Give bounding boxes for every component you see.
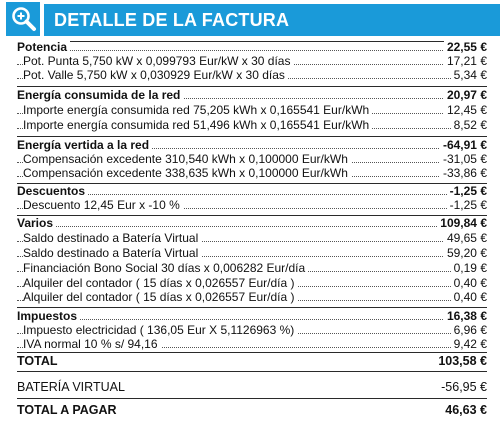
line-item bbox=[17, 68, 487, 83]
total-a-pagar-label: TOTAL A PAGAR bbox=[17, 403, 120, 418]
line-item-value: 12,45 € bbox=[444, 103, 487, 118]
line-item-value: 0,19 € bbox=[451, 261, 487, 276]
section-value: 109,84 € bbox=[437, 216, 487, 231]
bateria-virtual-value: -56,95 € bbox=[438, 380, 487, 395]
section-divider bbox=[17, 307, 487, 308]
line-item-value: 17,21 € bbox=[444, 54, 487, 69]
section-divider bbox=[17, 398, 487, 399]
section-divider bbox=[17, 352, 487, 353]
header-bar bbox=[44, 4, 500, 36]
line-item-value: 9,42 € bbox=[451, 337, 487, 352]
line-item bbox=[17, 261, 487, 276]
line-item bbox=[17, 323, 487, 338]
section-value: 22,55 € bbox=[444, 40, 487, 55]
total-a-pagar-value: 46,63 € bbox=[442, 403, 487, 418]
line-item-value: -1,25 € bbox=[447, 198, 487, 213]
section-divider bbox=[17, 136, 487, 137]
section-value: -1,25 € bbox=[447, 184, 487, 199]
section-label: Energía consumida de la red bbox=[17, 88, 183, 103]
line-item-label: Importe energía consumida red 75,205 kWh x 0,165541 Eur/kWh bbox=[23, 103, 372, 118]
line-item-label: Pot. Valle 5,750 kW x 0,030929 Eur/kW x 30 días bbox=[23, 68, 288, 83]
line-item-value: 8,52 € bbox=[451, 118, 487, 133]
section-energia-vertida bbox=[17, 138, 487, 153]
line-item-label: Alquiler del contador ( 15 días x 0,026557 Eur/día ) bbox=[23, 276, 298, 291]
section-impuestos bbox=[17, 309, 487, 324]
total-label: TOTAL bbox=[17, 354, 61, 369]
line-item-value: 49,65 € bbox=[444, 231, 487, 246]
magnifier-icon bbox=[6, 2, 40, 36]
line-item-value: 0,40 € bbox=[451, 276, 487, 291]
line-item bbox=[17, 290, 487, 305]
line-item-label: IVA normal 10 % s/ 94,16 bbox=[23, 337, 161, 352]
line-item bbox=[17, 54, 487, 69]
section-label: Descuentos bbox=[17, 184, 88, 199]
line-item-value: -31,05 € bbox=[440, 152, 487, 167]
section-label: Varios bbox=[17, 216, 56, 231]
section-label: Potencia bbox=[17, 40, 70, 55]
line-item-label: Saldo destinado a Batería Virtual bbox=[23, 231, 201, 246]
line-item-label: Saldo destinado a Batería Virtual bbox=[23, 246, 201, 261]
line-item-label: Compensación excedente 310,540 kWh x 0,100000 Eur/kWh bbox=[23, 152, 351, 167]
line-item bbox=[17, 337, 487, 352]
section-divider bbox=[17, 371, 487, 372]
page-title: DETALLE DE LA FACTURA bbox=[54, 10, 290, 30]
section-energia-consumida bbox=[17, 88, 487, 103]
line-item bbox=[17, 231, 487, 246]
line-item-value: 6,96 € bbox=[451, 323, 487, 338]
line-item-label: Descuento 12,45 Eur x -10 % bbox=[23, 198, 183, 213]
line-item bbox=[17, 118, 487, 133]
line-item-value: 5,34 € bbox=[451, 68, 487, 83]
line-item-value: 0,40 € bbox=[451, 290, 487, 305]
line-item-label: Alquiler del contador ( 15 días x 0,026557 Eur/día ) bbox=[23, 290, 298, 305]
section-label: Energía vertida a la red bbox=[17, 138, 152, 153]
line-item bbox=[17, 152, 487, 167]
total-value: 103,58 € bbox=[435, 354, 487, 369]
section-divider bbox=[17, 86, 487, 87]
line-item-label: Pot. Punta 5,750 kW x 0,099793 Eur/kW x 30 días bbox=[23, 54, 293, 69]
section-potencia bbox=[17, 40, 487, 55]
section-value: -64,91 € bbox=[440, 138, 487, 153]
line-item bbox=[17, 198, 487, 213]
line-item-label: Compensación excedente 338,635 kWh x 0,100000 Eur/kWh bbox=[23, 166, 351, 181]
total-row bbox=[17, 354, 487, 369]
line-item-value: -33,86 € bbox=[440, 166, 487, 181]
invoice-header bbox=[0, 0, 500, 40]
section-value: 16,38 € bbox=[444, 309, 487, 324]
line-item bbox=[17, 166, 487, 181]
section-descuentos bbox=[17, 184, 487, 199]
line-item-label: Impuesto electricidad ( 136,05 Eur X 5,1126963 %) bbox=[23, 323, 297, 338]
line-item bbox=[17, 276, 487, 291]
line-item bbox=[17, 246, 487, 261]
section-label: Impuestos bbox=[17, 309, 80, 324]
line-item bbox=[17, 103, 487, 118]
bateria-virtual-row bbox=[17, 380, 487, 395]
line-item-label: Importe energía consumida red 51,496 kWh x 0,165541 Eur/kWh bbox=[23, 118, 372, 133]
bateria-virtual-label: BATERÍA VIRTUAL bbox=[17, 380, 128, 395]
section-varios bbox=[17, 216, 487, 231]
line-item-value: 59,20 € bbox=[444, 246, 487, 261]
total-a-pagar-row bbox=[17, 403, 487, 418]
line-item-label: Financiación Bono Social 30 días x 0,006282 Eur/día bbox=[23, 261, 308, 276]
section-value: 20,97 € bbox=[444, 88, 487, 103]
